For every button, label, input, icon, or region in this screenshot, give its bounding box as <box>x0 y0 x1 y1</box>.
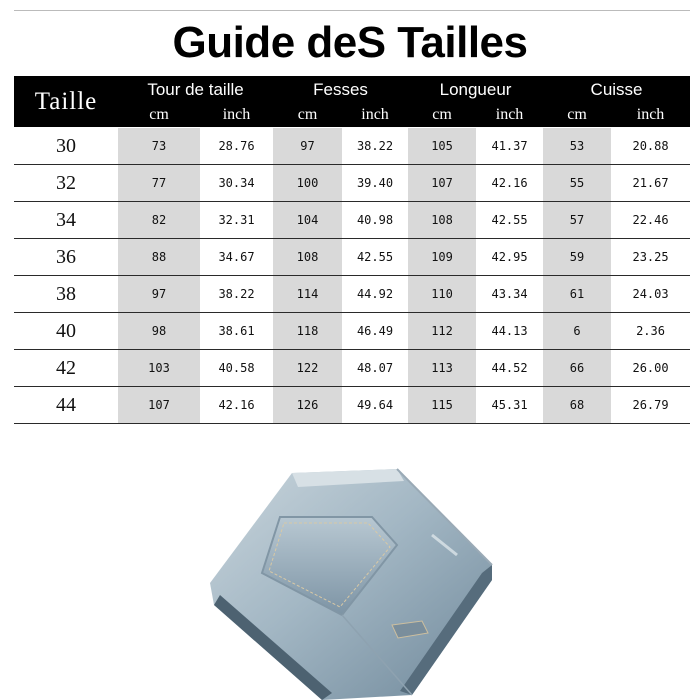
measurement-cell: 41.37 <box>476 128 543 165</box>
measurement-cell: 68 <box>543 387 611 424</box>
measurement-cell: 114 <box>273 276 342 313</box>
measurement-cell: 55 <box>543 165 611 202</box>
size-chart-table <box>14 76 690 424</box>
measurement-cell: 44.13 <box>476 313 543 350</box>
measurement-cell: 38.22 <box>342 128 408 165</box>
measurement-cell: 109 <box>408 239 476 276</box>
size-row <box>14 276 690 313</box>
measurement-cell: 88 <box>118 239 200 276</box>
measurement-cell: 45.31 <box>476 387 543 424</box>
unit-header: inch <box>611 103 690 128</box>
measurement-cell: 97 <box>118 276 200 313</box>
unit-header: cm <box>273 103 342 128</box>
measurement-cell: 108 <box>408 202 476 239</box>
group-header-hips: Fesses <box>273 76 408 103</box>
measurement-cell: 97 <box>273 128 342 165</box>
header-row-groups <box>14 76 690 103</box>
top-divider <box>14 10 690 11</box>
unit-header: cm <box>408 103 476 128</box>
unit-header: cm <box>118 103 200 128</box>
size-value: 32 <box>14 165 118 202</box>
unit-header: inch <box>342 103 408 128</box>
measurement-cell: 42.55 <box>476 202 543 239</box>
measurement-cell: 40.98 <box>342 202 408 239</box>
measurement-cell: 118 <box>273 313 342 350</box>
jeans-photo <box>192 455 517 700</box>
size-chart-body <box>14 128 690 424</box>
measurement-cell: 57 <box>543 202 611 239</box>
measurement-cell: 23.25 <box>611 239 690 276</box>
size-column-header: Taille <box>14 76 118 128</box>
size-row <box>14 350 690 387</box>
measurement-cell: 42.95 <box>476 239 543 276</box>
measurement-cell: 42.55 <box>342 239 408 276</box>
measurement-cell: 77 <box>118 165 200 202</box>
measurement-cell: 48.07 <box>342 350 408 387</box>
measurement-cell: 42.16 <box>200 387 273 424</box>
measurement-cell: 49.64 <box>342 387 408 424</box>
page-title: Guide deS Tailles <box>172 18 528 67</box>
measurement-cell: 30.34 <box>200 165 273 202</box>
measurement-cell: 66 <box>543 350 611 387</box>
size-value: 38 <box>14 276 118 313</box>
measurement-cell: 39.40 <box>342 165 408 202</box>
size-value: 36 <box>14 239 118 276</box>
size-value: 42 <box>14 350 118 387</box>
measurement-cell: 26.00 <box>611 350 690 387</box>
measurement-cell: 115 <box>408 387 476 424</box>
measurement-cell: 100 <box>273 165 342 202</box>
measurement-cell: 126 <box>273 387 342 424</box>
measurement-cell: 73 <box>118 128 200 165</box>
measurement-cell: 98 <box>118 313 200 350</box>
size-row <box>14 165 690 202</box>
measurement-cell: 122 <box>273 350 342 387</box>
unit-header: cm <box>543 103 611 128</box>
measurement-cell: 2.36 <box>611 313 690 350</box>
measurement-cell: 6 <box>543 313 611 350</box>
size-value: 34 <box>14 202 118 239</box>
measurement-cell: 108 <box>273 239 342 276</box>
size-row <box>14 128 690 165</box>
measurement-cell: 107 <box>118 387 200 424</box>
measurement-cell: 113 <box>408 350 476 387</box>
measurement-cell: 53 <box>543 128 611 165</box>
measurement-cell: 43.34 <box>476 276 543 313</box>
size-row <box>14 239 690 276</box>
measurement-cell: 24.03 <box>611 276 690 313</box>
measurement-cell: 22.46 <box>611 202 690 239</box>
measurement-cell: 82 <box>118 202 200 239</box>
measurement-cell: 42.16 <box>476 165 543 202</box>
size-value: 40 <box>14 313 118 350</box>
size-row <box>14 313 690 350</box>
measurement-cell: 112 <box>408 313 476 350</box>
size-value: 44 <box>14 387 118 424</box>
unit-header: inch <box>200 103 273 128</box>
measurement-cell: 46.49 <box>342 313 408 350</box>
measurement-cell: 40.58 <box>200 350 273 387</box>
measurement-cell: 21.67 <box>611 165 690 202</box>
group-header-waist: Tour de taille <box>118 76 273 103</box>
measurement-cell: 44.92 <box>342 276 408 313</box>
measurement-cell: 20.88 <box>611 128 690 165</box>
group-header-length: Longueur <box>408 76 543 103</box>
size-value: 30 <box>14 128 118 165</box>
measurement-cell: 105 <box>408 128 476 165</box>
measurement-cell: 104 <box>273 202 342 239</box>
measurement-cell: 38.61 <box>200 313 273 350</box>
measurement-cell: 34.67 <box>200 239 273 276</box>
measurement-cell: 28.76 <box>200 128 273 165</box>
size-row <box>14 387 690 424</box>
measurement-cell: 103 <box>118 350 200 387</box>
measurement-cell: 107 <box>408 165 476 202</box>
measurement-cell: 110 <box>408 276 476 313</box>
measurement-cell: 61 <box>543 276 611 313</box>
measurement-cell: 38.22 <box>200 276 273 313</box>
measurement-cell: 26.79 <box>611 387 690 424</box>
measurement-cell: 59 <box>543 239 611 276</box>
group-header-thigh: Cuisse <box>543 76 690 103</box>
unit-header: inch <box>476 103 543 128</box>
measurement-cell: 32.31 <box>200 202 273 239</box>
size-row <box>14 202 690 239</box>
measurement-cell: 44.52 <box>476 350 543 387</box>
